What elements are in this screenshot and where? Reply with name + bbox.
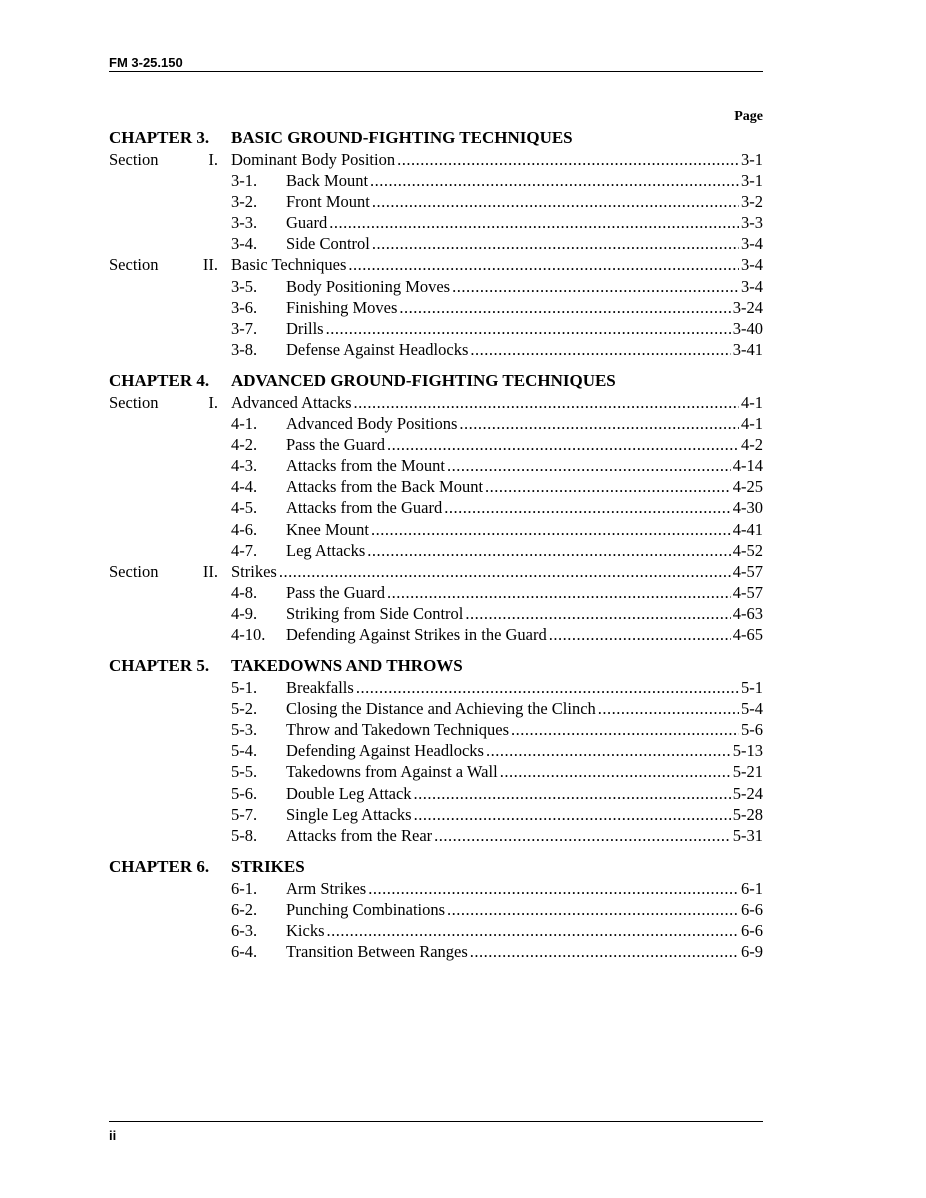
toc-entry[interactable] — [109, 920, 763, 941]
entry-page: 4-57 — [732, 561, 763, 581]
entry-title: Double Leg Attack — [286, 783, 412, 803]
entry-leader — [231, 392, 763, 413]
entry-page: 4-25 — [732, 477, 763, 497]
chapter-heading[interactable] — [109, 370, 763, 392]
toc-entry[interactable] — [109, 603, 763, 624]
entry-title: Advanced Attacks — [231, 392, 352, 412]
toc-section-entry[interactable] — [109, 392, 763, 413]
entry-title: Guard — [286, 213, 328, 233]
chapter-label: CHAPTER 5. — [109, 656, 210, 676]
dot-leader — [329, 212, 739, 233]
toc-section-entry[interactable] — [109, 561, 763, 582]
entry-title: Knee Mount — [286, 519, 369, 539]
entry-leader — [286, 941, 763, 962]
entry-leader — [231, 561, 763, 582]
entry-page: 4-57 — [732, 582, 763, 602]
entry-page: 5-1 — [741, 678, 763, 698]
chapter-label: CHAPTER 3. — [109, 128, 210, 147]
entry-title: Defending Against Headlocks — [286, 741, 484, 761]
entry-number: 3-5. — [231, 276, 258, 296]
entry-number: 5-8. — [231, 825, 258, 845]
entry-leader — [286, 318, 763, 339]
dot-leader — [444, 497, 731, 518]
toc-entry[interactable] — [109, 233, 763, 254]
dot-leader — [327, 920, 740, 941]
dot-leader — [447, 455, 731, 476]
section-label: Section — [109, 561, 159, 581]
entry-number: 3-7. — [231, 318, 258, 338]
entry-leader — [286, 719, 763, 740]
entry-page: 3-24 — [732, 297, 763, 317]
chapter-heading[interactable] — [109, 856, 763, 878]
entry-title: Finishing Moves — [286, 297, 398, 317]
entry-page: 6-6 — [741, 899, 763, 919]
entry-page: 4-41 — [732, 519, 763, 539]
document-id: FM 3-25.150 — [109, 55, 183, 70]
entry-leader — [286, 698, 763, 719]
dot-leader — [485, 476, 731, 497]
entry-leader — [286, 434, 763, 455]
entry-number: 4-10. — [231, 624, 266, 644]
chapter-title: BASIC GROUND-FIGHTING TECHNIQUES — [231, 128, 573, 147]
entry-number: 4-6. — [231, 519, 258, 539]
entry-page: 5-28 — [732, 804, 763, 824]
table-of-contents — [109, 127, 763, 962]
dot-leader — [447, 899, 739, 920]
toc-entry[interactable] — [109, 540, 763, 561]
entry-leader — [286, 191, 763, 212]
entry-number: 4-3. — [231, 456, 258, 476]
section-label: Section — [109, 392, 159, 412]
toc-entry[interactable] — [109, 941, 763, 962]
entry-page: 3-2 — [741, 192, 763, 212]
entry-page: 5-6 — [741, 720, 763, 740]
entry-leader — [286, 878, 763, 899]
section-label: Section — [109, 150, 159, 169]
entry-leader — [286, 603, 763, 624]
entry-page: 5-4 — [741, 699, 763, 719]
chapter-heading[interactable] — [109, 655, 763, 677]
entry-page: 4-1 — [741, 392, 763, 412]
entry-page: 4-65 — [732, 624, 763, 644]
dot-leader — [500, 761, 731, 782]
toc-entry[interactable] — [109, 455, 763, 476]
entry-title: Dominant Body Position — [231, 150, 396, 169]
page-column-label: Page — [734, 109, 763, 124]
toc-entry[interactable] — [109, 318, 763, 339]
chapter-block — [109, 856, 763, 962]
dot-leader — [372, 191, 739, 212]
toc-entry[interactable] — [109, 719, 763, 740]
dot-leader — [354, 392, 739, 413]
entry-title: Punching Combinations — [286, 899, 446, 919]
toc-entry[interactable] — [109, 339, 763, 360]
toc-entry[interactable] — [109, 297, 763, 318]
dot-leader — [470, 941, 739, 962]
toc-entry[interactable] — [109, 624, 763, 645]
dot-leader — [470, 339, 730, 360]
entry-title: Transition Between Ranges — [286, 942, 468, 962]
toc-entry[interactable] — [109, 434, 763, 455]
entry-leader — [286, 899, 763, 920]
entry-number: 3-1. — [231, 171, 258, 191]
toc-entry[interactable] — [109, 497, 763, 518]
entry-title: Arm Strikes — [286, 878, 367, 898]
dot-leader — [356, 677, 739, 698]
dot-leader — [486, 740, 731, 761]
chapter-label: CHAPTER 6. — [109, 856, 210, 876]
entry-leader — [286, 624, 763, 645]
chapter-block — [109, 127, 763, 360]
page-number: ii — [109, 1128, 117, 1143]
entry-title: Back Mount — [286, 171, 369, 191]
entry-title: Kicks — [286, 921, 325, 940]
entry-page: 6-9 — [741, 942, 763, 962]
chapter-block — [109, 655, 763, 846]
entry-number: 5-1. — [231, 678, 258, 698]
chapter-title: TAKEDOWNS AND THROWS — [231, 656, 463, 676]
dot-leader — [279, 561, 731, 582]
dot-leader — [434, 825, 731, 846]
entry-page: 4-1 — [741, 414, 763, 434]
dot-leader — [370, 170, 739, 191]
chapter-title: ADVANCED GROUND-FIGHTING TECHNIQUES — [231, 370, 616, 390]
entry-page: 3-4 — [741, 234, 763, 254]
entry-title: Single Leg Attacks — [286, 804, 412, 824]
entry-leader — [286, 540, 763, 561]
entry-page: 4-14 — [732, 456, 763, 476]
entry-leader — [286, 582, 763, 603]
toc-entry[interactable] — [109, 783, 763, 804]
entry-leader — [286, 339, 763, 360]
toc-section-entry[interactable] — [109, 149, 763, 170]
entry-number: 5-2. — [231, 699, 258, 719]
toc-entry[interactable] — [109, 582, 763, 603]
entry-page: 3-3 — [741, 213, 763, 233]
entry-title: Drills — [286, 318, 324, 338]
entry-title: Front Mount — [286, 192, 370, 212]
toc-entry[interactable] — [109, 519, 763, 540]
entry-leader — [231, 254, 763, 275]
entry-title: Attacks from the Mount — [286, 456, 446, 476]
toc-entry[interactable] — [109, 170, 763, 191]
entry-leader — [286, 413, 763, 434]
entry-page: 3-41 — [732, 339, 763, 359]
dot-leader — [348, 254, 739, 275]
entry-title: Basic Techniques — [231, 255, 347, 275]
dot-leader — [367, 540, 730, 561]
entry-number: 6-4. — [231, 942, 258, 962]
entry-page: 3-4 — [741, 255, 763, 275]
dot-leader — [326, 318, 731, 339]
toc-section-entry[interactable] — [109, 254, 763, 275]
dot-leader — [371, 519, 731, 540]
toc-entry[interactable] — [109, 878, 763, 899]
entry-leader — [286, 455, 763, 476]
dot-leader — [465, 603, 730, 624]
entry-number: 5-6. — [231, 783, 258, 803]
entry-page: 4-63 — [732, 603, 763, 623]
section-label: Section — [109, 255, 159, 275]
entry-leader — [286, 825, 763, 846]
dot-leader — [549, 624, 731, 645]
toc-entry[interactable] — [109, 191, 763, 212]
entry-leader — [231, 149, 763, 170]
entry-number: 5-7. — [231, 804, 258, 824]
entry-number: 3-3. — [231, 213, 258, 233]
entry-number: 3-8. — [231, 339, 258, 359]
entry-number: 4-1. — [231, 414, 258, 434]
entry-page: 3-1 — [741, 150, 763, 169]
entry-number: 4-9. — [231, 603, 258, 623]
toc-entry[interactable] — [109, 761, 763, 782]
entry-title: Pass the Guard — [286, 582, 385, 602]
toc-entry[interactable] — [109, 698, 763, 719]
entry-leader — [286, 761, 763, 782]
dot-leader — [414, 783, 731, 804]
entry-page: 5-31 — [732, 825, 763, 845]
entry-number: 5-3. — [231, 720, 258, 740]
entry-leader — [286, 212, 763, 233]
entry-page: 5-24 — [732, 783, 763, 803]
toc-entry[interactable] — [109, 476, 763, 497]
section-number: II. — [202, 255, 218, 275]
entry-leader — [286, 920, 763, 941]
section-number: II. — [202, 561, 218, 581]
toc-entry[interactable] — [109, 677, 763, 698]
dot-leader — [387, 582, 731, 603]
entry-title: Closing the Distance and Achieving the Clinch — [286, 699, 596, 719]
dot-leader — [372, 233, 739, 254]
entry-title: Takedowns from Against a Wall — [286, 762, 498, 782]
entry-number: 5-5. — [231, 762, 258, 782]
entry-page: 3-4 — [741, 276, 763, 296]
entry-number: 6-2. — [231, 899, 258, 919]
entry-title: Body Positioning Moves — [286, 276, 451, 296]
entry-number: 5-4. — [231, 741, 258, 761]
entry-number: 3-6. — [231, 297, 258, 317]
chapter-label: CHAPTER 4. — [109, 370, 210, 390]
dot-leader — [459, 413, 739, 434]
toc-entry[interactable] — [109, 825, 763, 846]
entry-title: Striking from Side Control — [286, 603, 464, 623]
entry-title: Attacks from the Back Mount — [286, 477, 484, 497]
entry-page: 3-1 — [741, 171, 763, 191]
entry-title: Breakfalls — [286, 678, 354, 698]
entry-page: 4-2 — [741, 435, 763, 455]
entry-title: Advanced Body Positions — [286, 414, 458, 434]
entry-page: 5-21 — [732, 762, 763, 782]
entry-number: 4-5. — [231, 498, 258, 518]
entry-page: 5-13 — [732, 741, 763, 761]
toc-entry[interactable] — [109, 899, 763, 920]
entry-leader — [286, 804, 763, 825]
entry-number: 3-4. — [231, 234, 258, 254]
entry-leader — [286, 519, 763, 540]
chapter-block — [109, 370, 763, 645]
section-number: I. — [208, 392, 218, 412]
section-number: I. — [208, 150, 218, 169]
dot-leader — [368, 878, 739, 899]
dot-leader — [399, 297, 730, 318]
entry-leader — [286, 677, 763, 698]
entry-title: Attacks from the Rear — [286, 825, 433, 845]
entry-leader — [286, 497, 763, 518]
entry-leader — [286, 233, 763, 254]
entry-number: 4-7. — [231, 540, 258, 560]
entry-number: 4-4. — [231, 477, 258, 497]
chapter-heading[interactable] — [109, 127, 763, 149]
entry-title: Side Control — [286, 234, 370, 254]
entry-title: Pass the Guard — [286, 435, 385, 455]
entry-number: 4-8. — [231, 582, 258, 602]
toc-entry[interactable] — [109, 413, 763, 434]
toc-entry[interactable] — [109, 212, 763, 233]
entry-page: 4-52 — [732, 540, 763, 560]
dot-leader — [511, 719, 739, 740]
entry-page: 4-30 — [732, 498, 763, 518]
entry-leader — [286, 276, 763, 297]
entry-number: 6-1. — [231, 878, 258, 898]
entry-title: Defense Against Headlocks — [286, 339, 469, 359]
entry-title: Throw and Takedown Techniques — [286, 720, 509, 740]
entry-title: Strikes — [231, 561, 277, 581]
dot-leader — [598, 698, 739, 719]
entry-page: 6-6 — [741, 921, 763, 940]
entry-page: 3-40 — [732, 318, 763, 338]
toc-entry[interactable] — [109, 740, 763, 761]
dot-leader — [387, 434, 739, 455]
running-footer — [109, 1121, 763, 1143]
dot-leader — [452, 276, 739, 297]
entry-title: Attacks from the Guard — [286, 498, 443, 518]
entry-title: Leg Attacks — [286, 540, 366, 560]
toc-entry[interactable] — [109, 276, 763, 297]
entry-leader — [286, 297, 763, 318]
entry-leader — [286, 170, 763, 191]
entry-page: 6-1 — [741, 878, 763, 898]
chapter-title: STRIKES — [231, 856, 305, 876]
dot-leader — [414, 804, 731, 825]
entry-leader — [286, 476, 763, 497]
entry-leader — [286, 740, 763, 761]
dot-leader — [397, 149, 739, 170]
running-header — [109, 55, 763, 72]
entry-number: 3-2. — [231, 192, 258, 212]
entry-number: 4-2. — [231, 435, 258, 455]
entry-title: Defending Against Strikes in the Guard — [286, 624, 547, 644]
entry-leader — [286, 783, 763, 804]
toc-entry[interactable] — [109, 804, 763, 825]
entry-number: 6-3. — [231, 921, 258, 940]
